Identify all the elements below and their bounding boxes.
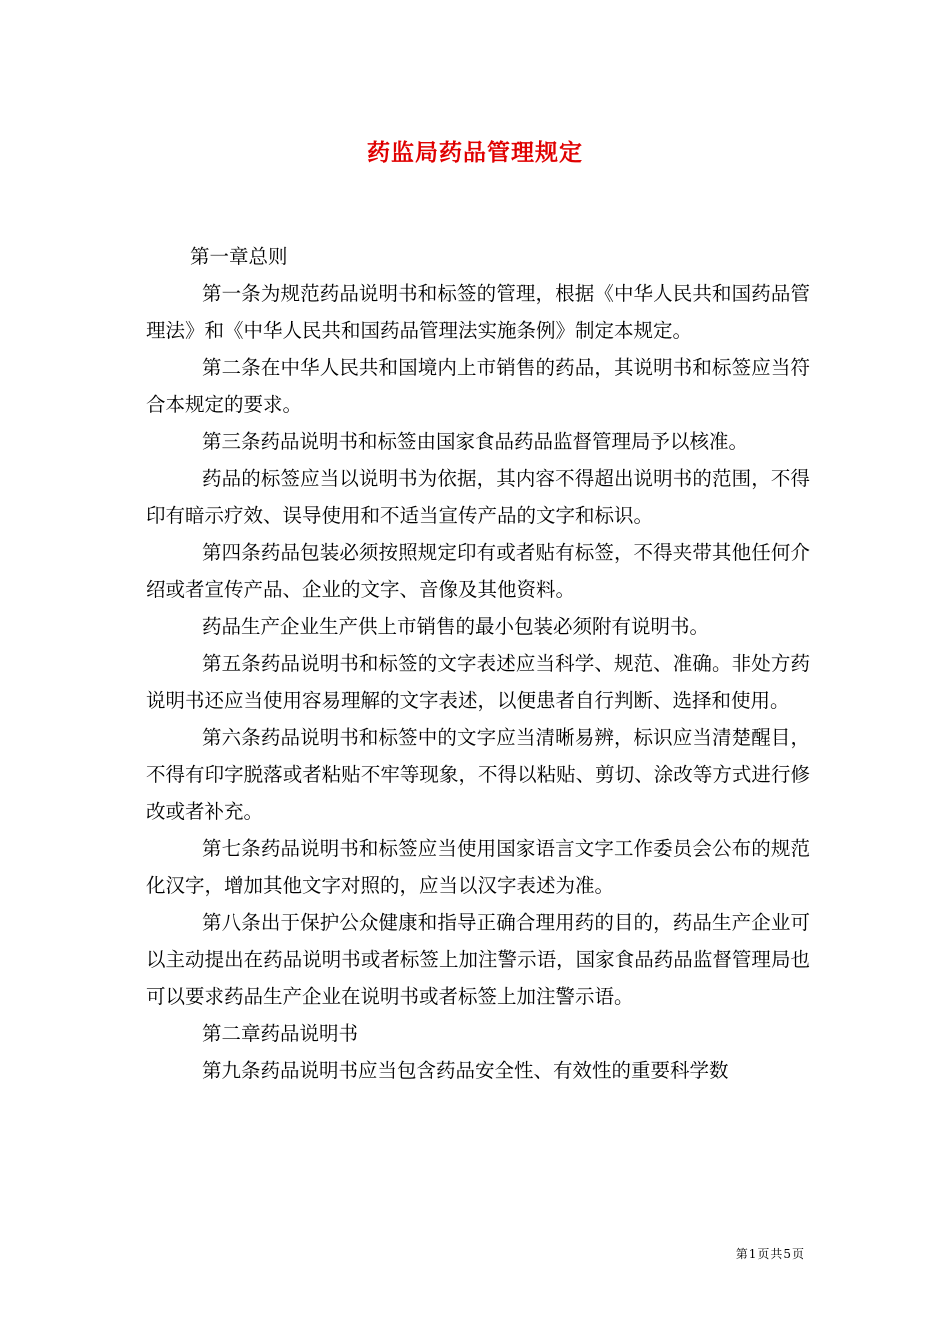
paragraph: 第三条药品说明书和标签由国家食品药品监督管理局予以核准。 <box>202 430 749 453</box>
document-title: 药监局药品管理规定 <box>367 139 583 166</box>
paragraph: 第七条药品说明书和标签应当使用国家语言文字工作委员会公布的规范化汉字，增加其他文字对照的，应当以汉字表述为准。 <box>146 837 810 897</box>
paragraph: 第一条为规范药品说明书和标签的管理，根据《中华人民共和国药品管理法》和《中华人民共和国药品管理法实施条例》制定本规定。 <box>146 282 810 342</box>
chapter-heading: 第一章总则 <box>190 245 288 268</box>
page-number-footer: 第1页共5页 <box>735 1247 805 1261</box>
paragraph: 第五条药品说明书和标签的文字表述应当科学、规范、准确。非处方药说明书还应当使用容易理解的文字表述，以便患者自行判断、选择和使用。 <box>146 652 810 712</box>
paragraph: 药品生产企业生产供上市销售的最小包装必须附有说明书。 <box>202 615 710 638</box>
document-body <box>146 238 810 1089</box>
paragraph: 第八条出于保护公众健康和指导正确合理用药的目的，药品生产企业可以主动提出在药品说明书或者标签上加注警示语，国家食品药品监督管理局也可以要求药品生产企业在说明书或者标签上加注警示语。 <box>146 911 810 1008</box>
paragraph: 药品的标签应当以说明书为依据，其内容不得超出说明书的范围，不得印有暗示疗效、误导使用和不适当宣传产品的文字和标识。 <box>146 467 810 527</box>
paragraph: 第二条在中华人民共和国境内上市销售的药品，其说明书和标签应当符合本规定的要求。 <box>146 356 810 416</box>
chapter-heading: 第二章药品说明书 <box>202 1022 359 1045</box>
paragraph: 第六条药品说明书和标签中的文字应当清晰易辨，标识应当清楚醒目，不得有印字脱落或者粘贴不牢等现象，不得以粘贴、剪切、涂改等方式进行修改或者补充。 <box>146 726 810 823</box>
paragraph: 第四条药品包装必须按照规定印有或者贴有标签，不得夹带其他任何介绍或者宣传产品、企业的文字、音像及其他资料。 <box>146 541 810 601</box>
paragraph: 第九条药品说明书应当包含药品安全性、有效性的重要科学数 <box>202 1059 729 1082</box>
